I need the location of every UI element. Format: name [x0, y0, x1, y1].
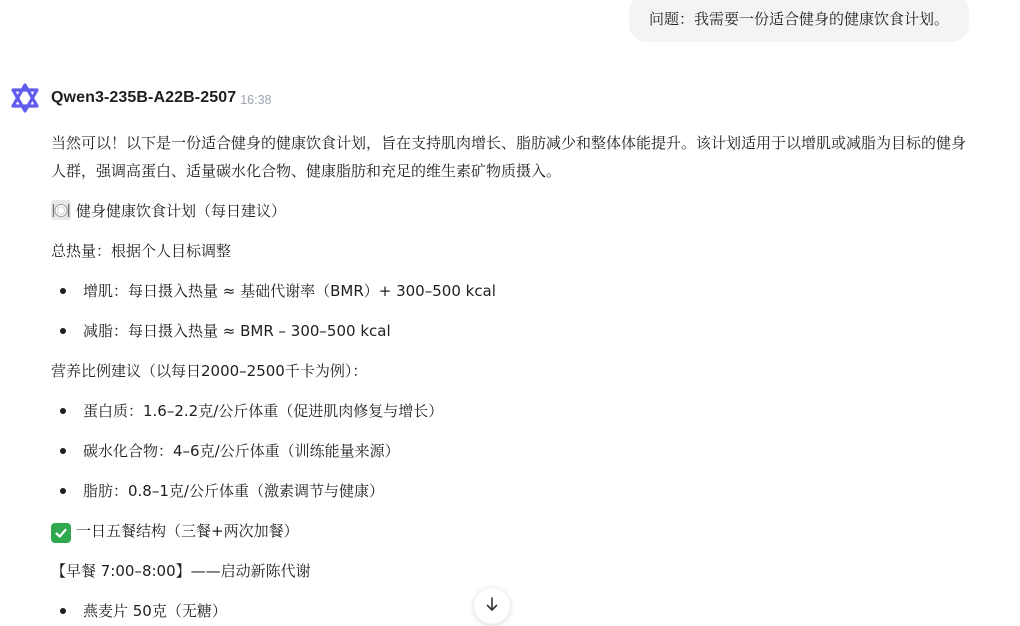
list-item-text: 脂肪：0.8–1克/公斤体重（激素调节与健康）	[83, 482, 384, 500]
nutrition-heading: 营养比例建议（以每日2000–2500千卡为例）：	[51, 362, 368, 380]
list-item	[51, 271, 971, 311]
user-message-bubble	[629, 0, 969, 42]
bullet-dot	[60, 448, 66, 454]
calorie-heading: 总热量：根据个人目标调整	[51, 242, 232, 260]
response-intro: 当然可以！以下是一份适合健身的健康饮食计划，旨在支持肌肉增长、脂肪减少和整体体能提升。该计划适用于以增肌或减脂为目标的健身人群，强调高蛋白、适量碳水化合物、健康脂肪和充足的维生素矿物质摄入。	[51, 134, 967, 180]
list-item	[51, 311, 971, 351]
meals-heading-text: 一日五餐结构（三餐+两次加餐）	[76, 522, 299, 540]
plan-title-text: 健身健康饮食计划（每日建议）	[76, 202, 287, 220]
list-item-text: 燕麦片 50克（无糖）	[83, 602, 227, 620]
list-item	[51, 431, 971, 471]
assistant-response	[51, 129, 971, 626]
plate-with-cutlery-icon	[51, 195, 71, 215]
scroll-to-bottom-button[interactable]	[474, 588, 510, 624]
bullet-dot	[60, 608, 66, 614]
list-item-text: 蛋白质：1.6–2.2克/公斤体重（促进肌肉修复与增长）	[83, 402, 444, 420]
meals-heading	[51, 511, 971, 551]
bullet-dot	[60, 288, 66, 294]
list-item	[51, 471, 971, 511]
plan-title	[51, 191, 971, 231]
model-name: Qwen3-235B-A22B-2507	[51, 89, 237, 106]
assistant-header	[8, 81, 271, 115]
list-item-text: 减脂：每日摄入热量 ≈ BMR – 300–500 kcal	[83, 322, 391, 340]
bullet-dot	[60, 408, 66, 414]
list-item	[51, 591, 971, 626]
qwen-logo-icon	[8, 81, 42, 115]
list-item-text: 碳水化合物：4–6克/公斤体重（训练能量来源）	[83, 442, 400, 460]
bullet-dot	[60, 488, 66, 494]
arrow-down-icon	[484, 596, 500, 616]
message-timestamp: 16:38	[240, 92, 272, 107]
breakfast-heading: 【早餐 7:00–8:00】——启动新陈代谢	[51, 562, 311, 580]
user-message-text: 问题：我需要一份适合健身的健康饮食计划。	[648, 10, 949, 28]
list-item-text: 增肌：每日摄入热量 ≈ 基础代谢率（BMR）+ 300–500 kcal	[83, 282, 496, 300]
check-mark-button-icon	[51, 523, 71, 543]
list-item	[51, 391, 971, 431]
bullet-dot	[60, 328, 66, 334]
